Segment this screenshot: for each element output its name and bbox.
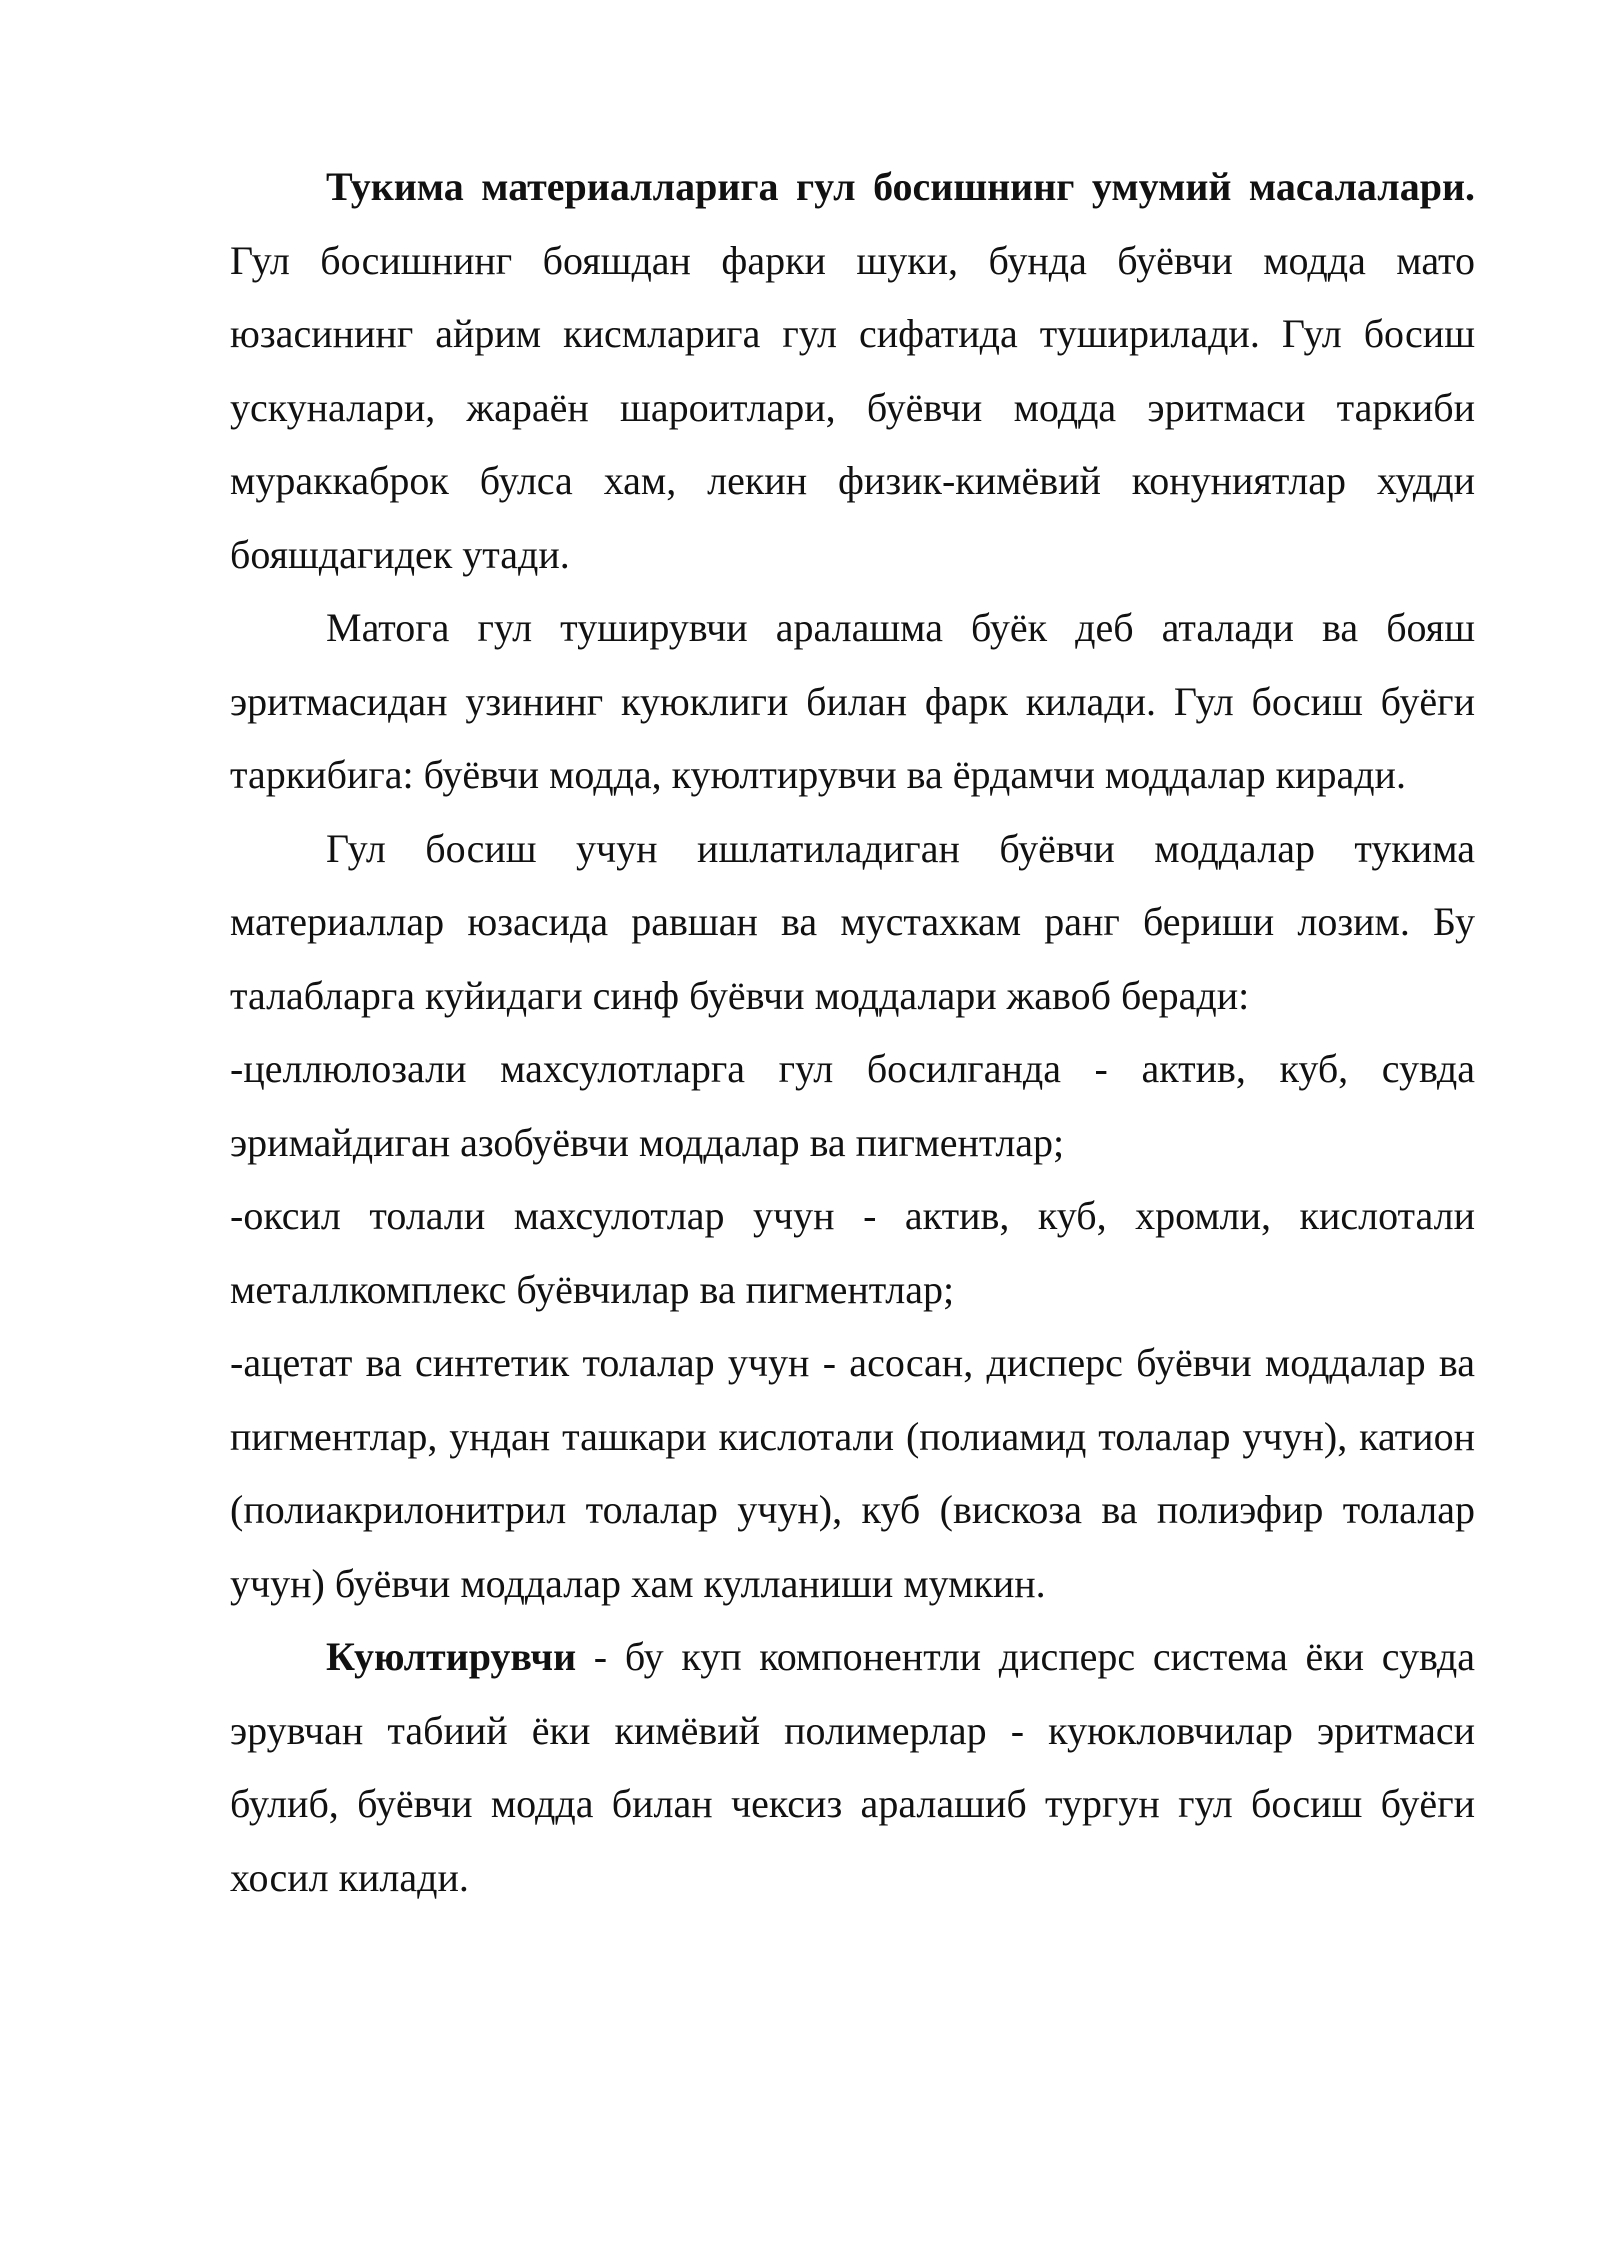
list-item-protein: -оксил толали махсулотлар учун - актив, куб, хромли, кислотали металлкомплекс буёвчилар ва пигментлар; <box>230 1193 1475 1312</box>
list-item-cellulose: -целлюлозали махсулотларга гул босилганда - актив, куб, сувда эримайдиган азобуёвчи моддалар ва пигментлар; <box>230 1046 1475 1165</box>
document-page <box>230 150 1475 1914</box>
paragraph-intro <box>230 150 1475 591</box>
thickener-term: Куюлтирувчи <box>326 1634 577 1679</box>
paragraph-thickener <box>230 1620 1475 1914</box>
paragraph-intro-text: Гул босишнинг бояшдан фарки шуки, бунда буёвчи модда мато юзасининг айрим кисмларига гул сифатида туширилади. Гул босиш ускуналари, жараён шароитлари, буёвчи модда эритмаси таркиби мураккаброк булса хам, лекин физик-кимёвий конуниятлар худди бояшдагидек утади. <box>230 237 1475 577</box>
list-item-synthetic: -ацетат ва синтетик толалар учун - асосан, дисперс буёвчи моддалар ва пигментлар, ундан ташкари кислотали (полиамид толалар учун), катион (полиакрилонитрил толалар учун), куб (вискоза ва полиэфир толалар учун) буёвчи моддалар хам кулланиши мумкин. <box>230 1340 1475 1606</box>
paragraph-dyes: Гул босиш учун ишлатиладиган буёвчи моддалар тукима материаллар юзасида равшан ва мустахкам ранг бериши лозим. Бу талабларга куйидаги синф буёвчи моддалари жавоб беради: <box>230 825 1475 1018</box>
paragraph-thickener-text: - бу куп компонентли дисперс система ёки сувда эрувчан табиий ёки кимёвий полимерлар - куюкловчилар эритмаси булиб, буёвчи модда билан чексиз аралашиб тургун гул босиш буёги хосил килади. <box>230 1634 1475 1900</box>
paragraph-print-paste: Матога гул туширувчи аралашма буёк деб аталади ва бояш эритмасидан узининг куюклиги билан фарк килади. Гул босиш буёги таркибига: буёвчи модда, куюлтирувчи ва ёрдамчи моддалар киради. <box>230 605 1475 797</box>
section-heading: Тукима материалларига гул босишнинг умумий масалалари. <box>326 164 1475 209</box>
